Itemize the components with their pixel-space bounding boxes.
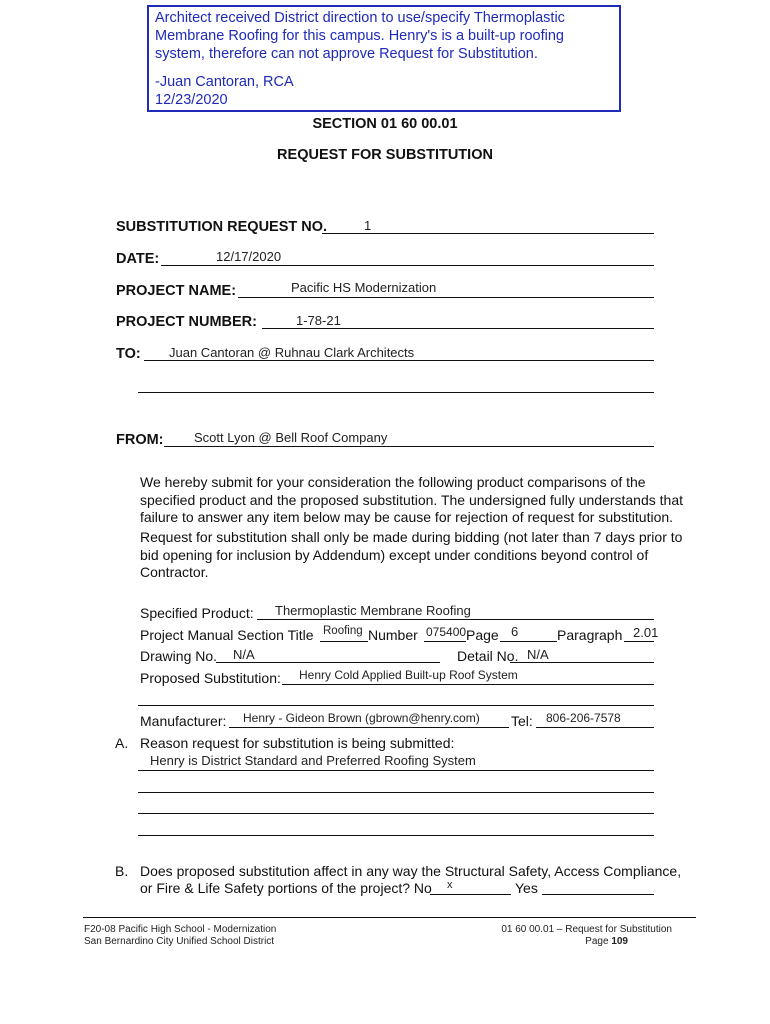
question-a-line-3	[138, 813, 654, 814]
intro-paragraph-1: We hereby submit for your consideration the following product comparisons of the specified product and the proposed substitution. The undersigned fully understands that failure to answer any item below may be cause for rejection of request for substitution.	[140, 474, 683, 525]
footer-left-line-2: San Bernardino City Unified School District	[84, 936, 275, 947]
project-name-value[interactable]: Pacific HS Modernization	[291, 280, 437, 295]
drawing-line	[216, 662, 440, 663]
tel-value[interactable]: 806-206-7578	[546, 711, 621, 725]
section-number: SECTION 01 60 00.01	[312, 116, 458, 132]
to-value[interactable]: Juan Cantoran @ Ruhnau Clark Architects	[169, 345, 415, 360]
from-label: FROM:	[116, 432, 164, 448]
specified-product-value[interactable]: Thermoplastic Membrane Roofing	[275, 603, 471, 618]
question-a-line-1	[138, 770, 654, 771]
page-line	[500, 641, 557, 642]
detail-value[interactable]: N/A	[527, 647, 549, 662]
question-a-line-2	[138, 792, 654, 793]
page-value[interactable]: 6	[511, 624, 519, 639]
to-line	[144, 360, 654, 361]
drawing-label: Drawing No.	[140, 648, 218, 664]
question-a-answer[interactable]: Henry is District Standard and Preferred Roofing System	[150, 753, 476, 768]
date-value[interactable]: 12/17/2020	[216, 249, 282, 264]
paragraph-label: Paragraph	[557, 627, 623, 643]
architect-signature: -Juan Cantoran, RCA	[155, 74, 294, 90]
from-line	[164, 446, 654, 447]
proposed-substitution-label: Proposed Substitution:	[140, 670, 281, 686]
project-number-line	[262, 328, 654, 329]
question-b-yes-label: Yes	[515, 880, 538, 896]
question-a-letter: A.	[115, 735, 129, 751]
specified-product-label: Specified Product:	[140, 605, 254, 621]
to-line-2	[138, 392, 654, 393]
intro-paragraph-2: Request for substitution shall only be made during bidding (not later than 7 days prior to bid opening for inclusion by Addendum) except under conditions beyond control of Contractor.	[140, 529, 683, 580]
tel-line	[536, 727, 654, 728]
question-b-yes-line[interactable]	[542, 894, 654, 895]
paragraph-line	[624, 641, 654, 642]
question-a-line-4	[138, 835, 654, 836]
number-line	[424, 641, 466, 642]
footer-right-line-1: 01 60 00.01 – Request for Substitution	[501, 924, 672, 935]
question-b-line-1: Does proposed substitution affect in any way the Structural Safety, Access Compliance,	[140, 863, 682, 879]
architect-note-box	[147, 5, 621, 112]
page-title: REQUEST FOR SUBSTITUTION	[277, 147, 493, 163]
architect-note-date: 12/23/2020	[155, 92, 228, 108]
request-no-label: SUBSTITUTION REQUEST NO.	[116, 219, 328, 235]
footer-page-number: 109	[611, 936, 628, 947]
proposed-substitution-value[interactable]: Henry Cold Applied Built-up Roof System	[299, 668, 518, 682]
footer-page	[468, 936, 628, 948]
project-name-line	[238, 297, 654, 298]
footer-divider	[83, 917, 696, 918]
date-label: DATE:	[116, 251, 160, 267]
project-name-label: PROJECT NAME:	[116, 283, 237, 299]
question-b-line-2: or Fire & Life Safety portions of the project? No	[140, 880, 432, 896]
proposed-substitution-line	[282, 684, 654, 685]
paragraph-value[interactable]: 2.01	[633, 625, 659, 640]
request-no-value[interactable]: 1	[364, 218, 372, 233]
to-label: TO:	[116, 346, 141, 362]
detail-label: Detail No.	[457, 648, 519, 664]
question-a-text: Reason request for substitution is being submitted:	[140, 735, 455, 751]
architect-note-text: Architect received District direction to use/specify Thermoplastic Membrane Roofing for this campus. Henry's is a built-up roofing system, therefore can not approve Request for Substitution.	[155, 10, 565, 62]
from-value[interactable]: Scott Lyon @ Bell Roof Company	[194, 430, 388, 445]
footer-left-line-1: F20-08 Pacific High School - Modernization	[84, 924, 277, 935]
specified-product-line	[257, 619, 654, 620]
manufacturer-value[interactable]: Henry - Gideon Brown (gbrown@henry.com)	[243, 711, 480, 725]
question-b-no-value[interactable]: x	[447, 879, 453, 891]
request-no-line	[322, 233, 654, 234]
section-title-value[interactable]: Roofing	[323, 625, 363, 637]
question-b-letter: B.	[115, 863, 129, 879]
project-number-label: PROJECT NUMBER:	[116, 314, 257, 330]
project-number-value[interactable]: 1-78-21	[296, 313, 341, 328]
tel-label: Tel:	[511, 713, 533, 729]
section-title-label: Project Manual Section Title	[140, 627, 314, 643]
number-value[interactable]: 075400	[426, 625, 467, 639]
date-line	[161, 265, 654, 266]
manufacturer-label: Manufacturer:	[140, 713, 227, 729]
drawing-value[interactable]: N/A	[233, 647, 255, 662]
page-label: Page	[466, 627, 499, 643]
detail-line	[510, 662, 654, 663]
question-b-no-line	[430, 894, 511, 895]
manufacturer-line	[229, 727, 509, 728]
proposed-substitution-line-2	[138, 705, 654, 706]
footer-page-prefix: Page	[585, 936, 612, 947]
number-label: Number	[368, 627, 418, 643]
section-title-line	[320, 641, 368, 642]
